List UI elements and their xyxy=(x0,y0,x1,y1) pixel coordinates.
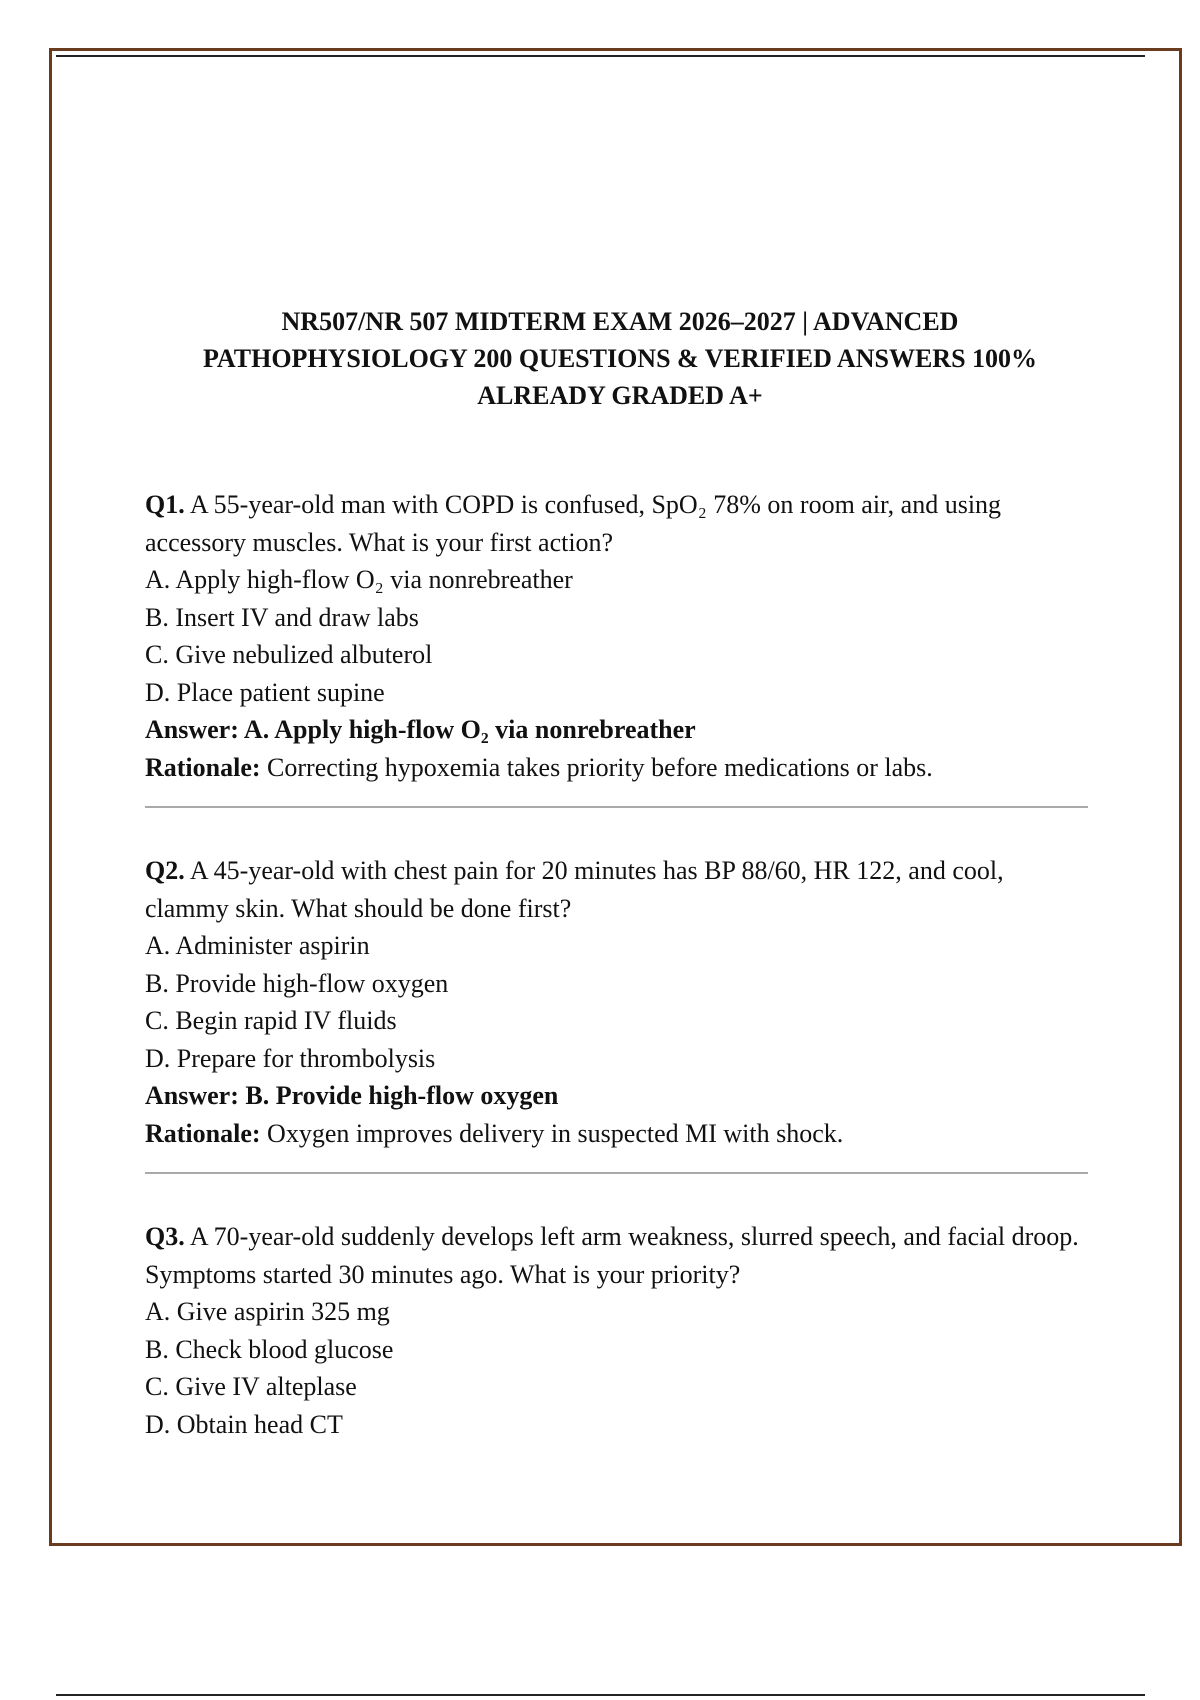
option: B. Insert IV and draw labs xyxy=(145,602,419,632)
question-1-text xyxy=(145,486,1088,561)
title-line-3: ALREADY GRADED A+ xyxy=(477,381,763,410)
question-2-stem: A 45-year-old with chest pain for 20 minutes has BP 88/60, HR 122, and cool, clammy skin. What should be done first? xyxy=(145,856,1004,923)
question-2-options xyxy=(145,927,1088,1077)
option: D. Prepare for thrombolysis xyxy=(145,1043,436,1073)
question-2-answer: Answer: B. Provide high-flow oxygen xyxy=(145,1081,559,1110)
rationale-text: Correcting hypoxemia takes priority before medications or labs. xyxy=(267,752,933,782)
option: C. Begin rapid IV fluids xyxy=(145,1006,397,1035)
bottom-rule xyxy=(56,1694,1145,1696)
question-1-stem: A 55-year-old man with COPD is confused, SpO₂ 78% on room air, and using accessory muscles. What is your first action? xyxy=(145,490,1002,557)
question-1-number: Q1. xyxy=(145,490,185,519)
option: C. Give nebulized albuterol xyxy=(145,640,433,669)
question-divider xyxy=(145,806,1088,808)
question-list xyxy=(145,486,1088,1443)
question-2-text xyxy=(145,852,1088,927)
option: D. Place patient supine xyxy=(145,677,385,707)
question-block-3 xyxy=(145,1218,1088,1443)
option: D. Obtain head CT xyxy=(145,1409,343,1439)
question-3-number: Q3. xyxy=(145,1222,185,1251)
question-3-stem: A 70-year-old suddenly develops left arm weakness, slurred speech, and facial droop. Symptoms started 30 minutes ago. What is your priority? xyxy=(145,1222,1079,1289)
question-block-2 xyxy=(145,852,1088,1152)
option: A. Administer aspirin xyxy=(145,931,370,960)
page-title xyxy=(130,303,1110,414)
question-1-answer: Answer: A. Apply high-flow O₂ via nonrebreather xyxy=(145,715,696,744)
question-block-1 xyxy=(145,486,1088,786)
question-3-options xyxy=(145,1293,1088,1443)
option: A. Apply high-flow O₂ via nonrebreather xyxy=(145,565,573,594)
title-line-2: PATHOPHYSIOLOGY 200 QUESTIONS & VERIFIED ANSWERS 100% xyxy=(202,344,1038,373)
question-divider xyxy=(145,1172,1088,1174)
question-1-rationale xyxy=(145,749,1088,787)
rationale-label: Rationale: xyxy=(145,1118,261,1148)
rationale-text: Oxygen improves delivery in suspected MI with shock. xyxy=(267,1118,844,1148)
option: A. Give aspirin 325 mg xyxy=(145,1297,390,1326)
question-1-options xyxy=(145,561,1088,711)
option: B. Provide high-flow oxygen xyxy=(145,968,449,998)
title-line-1: NR507/NR 507 MIDTERM EXAM 2026–2027 | ADVANCED xyxy=(281,307,959,336)
question-2-number: Q2. xyxy=(145,856,185,885)
rationale-label: Rationale: xyxy=(145,752,261,782)
option: C. Give IV alteplase xyxy=(145,1372,357,1401)
question-2-rationale xyxy=(145,1115,1088,1153)
option: B. Check blood glucose xyxy=(145,1334,394,1364)
question-3-text xyxy=(145,1218,1088,1293)
